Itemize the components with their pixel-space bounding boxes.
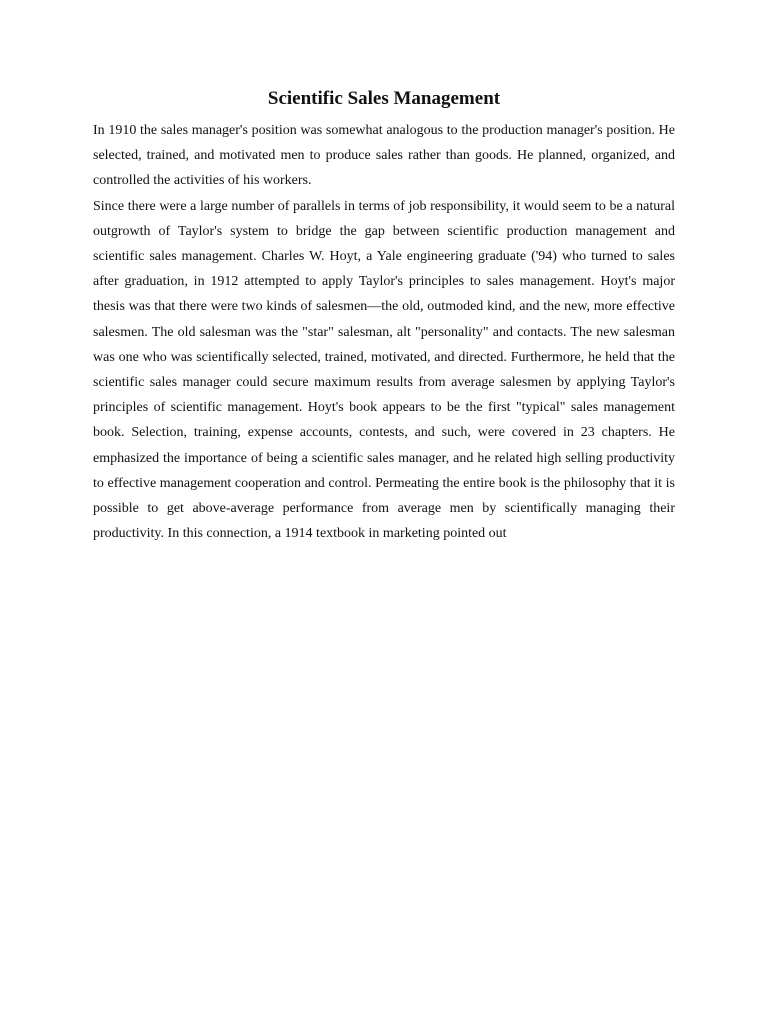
page-title: Scientific Sales Management	[267, 88, 501, 109]
paragraph: In 1910 the sales manager's position was somewhat analogous to the production manager's position. He selected, trained, and motivated men to produce sales rather than goods. He planned, organized, and controlled the activities of his workers.	[93, 123, 675, 189]
document-body	[93, 118, 675, 546]
paragraph: Since there were a large number of parallels in terms of job responsibility, it would seem to be a natural outgrowth of Taylor's system to bridge the gap between scientific production management and scientific sales management. Charles W. Hoyt, a Yale engineering graduate ('94) who turned to sales after graduation, in 1912 attempted to apply Taylor's principles to sales management. Hoyt's major thesis was that there were two kinds of salesmen—the old, outmoded kind, and the new, more effective salesmen. The old salesman was the "star" salesman, alt "personality" and contacts. The new salesman was one who was scientifically selected, trained, motivated, and directed. Furthermore, he held that the scientific sales manager could secure maximum results from average salesmen by applying Taylor's principles of scientific management. Hoyt's book appears to be the first "typical" sales management book. Selection, training, expense accounts, contests, and such, were covered in 23 chapters. He emphasized the importance of being a scientific sales manager, and he related high selling productivity to effective management cooperation and control. Permeating the entire book is the philosophy that it is possible to get above-average performance from average men by scientifically managing their productivity. In this connection, a 1914 textbook in marketing pointed out	[93, 198, 675, 542]
